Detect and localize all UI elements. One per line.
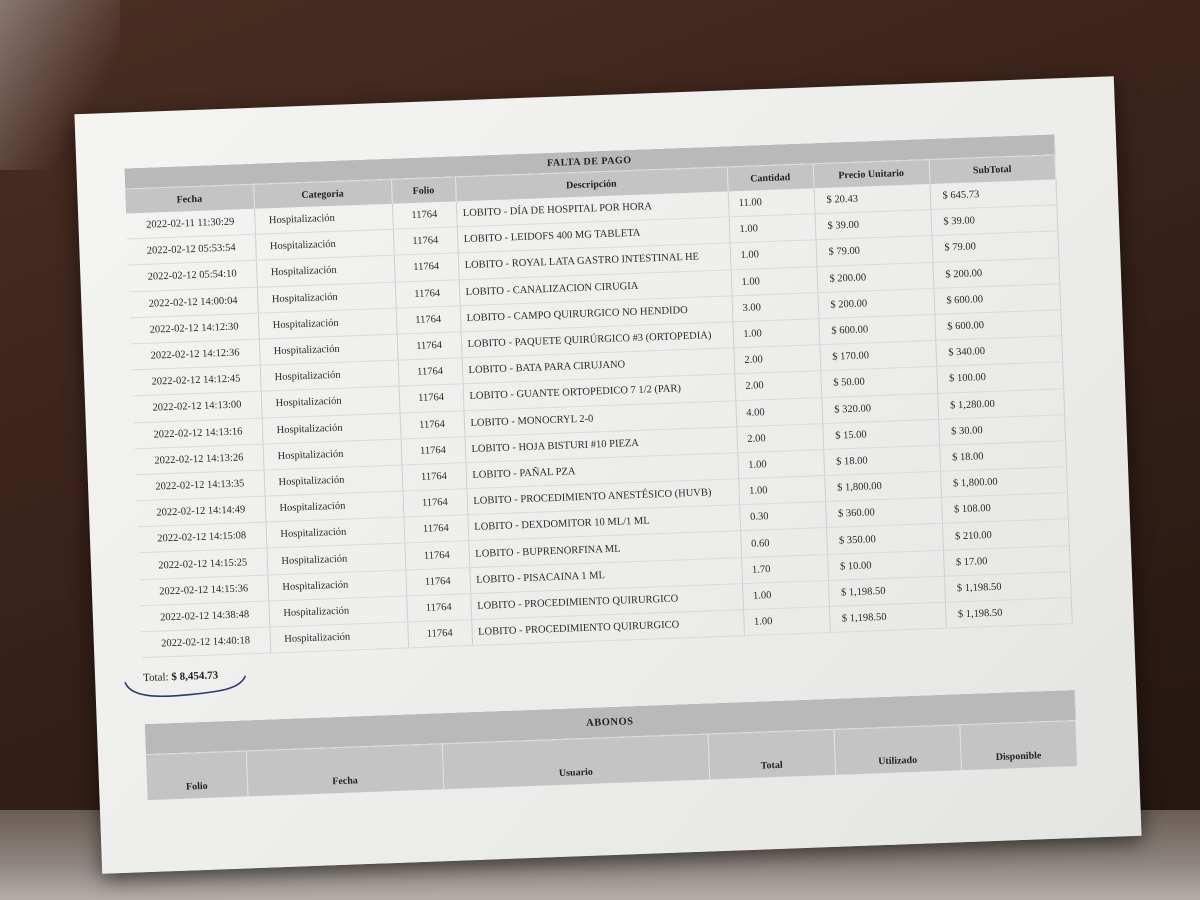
cell-descripcion: LOBITO - LEIDOFS 400 MG TABLETA	[457, 217, 730, 253]
cell-categoria: Hospitalización	[267, 570, 406, 601]
cell-folio: 11764	[394, 253, 459, 282]
total-value: $ 8,454.73	[171, 669, 219, 684]
abonos-column-header: Utilizado	[833, 725, 961, 775]
cell-descripcion: LOBITO - PROCEDIMIENTO ANESTÉSICO (HUVB)	[466, 479, 739, 515]
abonos-column-header: Disponible	[959, 721, 1077, 771]
cell-categoria: Hospitalización	[266, 517, 405, 548]
cell-precio-unitario: $ 200.00	[816, 262, 933, 292]
cell-cantidad: 1.00	[729, 214, 816, 243]
cell-subtotal: $ 17.00	[943, 545, 1070, 576]
cell-folio: 11764	[402, 489, 467, 518]
total-label: Total:	[142, 671, 169, 685]
cell-subtotal: $ 200.00	[932, 257, 1059, 288]
cell-cantidad: 1.00	[732, 319, 819, 348]
cell-cantidad: 2.00	[734, 371, 821, 400]
cell-precio-unitario: $ 600.00	[818, 314, 935, 344]
cell-categoria: Hospitalización	[256, 256, 395, 287]
cell-precio-unitario: $ 79.00	[816, 236, 933, 266]
cell-cantidad: 2.00	[733, 345, 820, 374]
cell-cantidad: 4.00	[735, 397, 822, 426]
falta-de-pago-section	[124, 134, 1073, 694]
cell-folio: 11764	[404, 541, 469, 570]
cell-categoria: Hospitalización	[264, 465, 403, 496]
cell-fecha: 2022-02-12 14:38:48	[140, 601, 269, 632]
cell-precio-unitario: $ 1,800.00	[824, 471, 941, 501]
cell-folio: 11764	[400, 410, 465, 439]
cell-descripcion: LOBITO - BUPRENORFINA ML	[468, 531, 741, 567]
cell-categoria: Hospitalización	[268, 596, 407, 627]
column-header: Cantidad	[727, 164, 814, 192]
cell-folio: 11764	[403, 515, 468, 544]
cell-subtotal: $ 108.00	[941, 493, 1068, 524]
cell-cantidad: 1.70	[741, 554, 828, 583]
cell-cantidad: 0.30	[739, 502, 826, 531]
cell-descripcion: LOBITO - ROYAL LATA GASTRO INTESTINAL HE	[458, 243, 731, 279]
cell-precio-unitario: $ 1,198.50	[828, 576, 945, 606]
falta-de-pago-table	[124, 134, 1072, 658]
cell-descripcion: LOBITO - PISACAINA 1 ML	[469, 557, 742, 593]
cell-fecha: 2022-02-12 14:13:26	[135, 444, 264, 475]
cell-descripcion: LOBITO - BATA PARA CIRUJANO	[462, 348, 735, 384]
cell-cantidad: 1.00	[730, 240, 817, 269]
cell-fecha: 2022-02-12 14:12:45	[132, 365, 261, 396]
cell-fecha: 2022-02-12 14:13:35	[136, 470, 265, 501]
abonos-column-header: Folio	[146, 751, 248, 800]
cell-categoria: Hospitalización	[263, 439, 402, 470]
paper-sheet	[74, 76, 1141, 874]
cell-folio: 11764	[393, 227, 458, 256]
cell-cantidad: 1.00	[738, 476, 825, 505]
cell-descripcion: LOBITO - PROCEDIMIENTO QUIRURGICO	[470, 583, 743, 619]
cell-folio: 11764	[407, 620, 472, 649]
cell-precio-unitario: $ 39.00	[815, 210, 932, 240]
abonos-column-header: Fecha	[246, 744, 444, 797]
cell-cantidad: 1.00	[743, 606, 830, 635]
cell-descripcion: LOBITO - GUANTE ORTOPEDICO 7 1/2 (PAR)	[463, 374, 736, 410]
cell-subtotal: $ 600.00	[934, 310, 1061, 341]
cell-precio-unitario: $ 50.00	[820, 367, 937, 397]
cell-cantidad: 1.00	[731, 266, 818, 295]
cell-subtotal: $ 1,800.00	[940, 467, 1067, 498]
cell-cantidad: 0.60	[740, 528, 827, 557]
column-header: Fecha	[125, 184, 254, 213]
cell-cantidad: 1.00	[737, 449, 824, 478]
cell-descripcion: LOBITO - PAQUETE QUIRÚRGICO #3 (ORTOPEDIA)	[461, 322, 734, 358]
cell-subtotal: $ 340.00	[935, 336, 1062, 367]
table-body	[126, 179, 1072, 657]
cell-descripcion: LOBITO - HOJA BISTURI #10 PIEZA	[464, 426, 737, 462]
pen-underline-mark	[121, 670, 262, 701]
cell-subtotal: $ 18.00	[939, 441, 1066, 472]
cell-precio-unitario: $ 18.00	[823, 445, 940, 475]
cell-subtotal: $ 79.00	[931, 231, 1058, 262]
abonos-column-header: Usuario	[442, 734, 709, 789]
cell-folio: 11764	[392, 201, 457, 229]
cell-cantidad: 3.00	[732, 292, 819, 321]
falta-de-pago-title: FALTA DE PAGO	[124, 134, 1054, 189]
cell-folio: 11764	[396, 306, 461, 335]
cell-categoria: Hospitalización	[257, 282, 396, 313]
cell-fecha: 2022-02-12 05:54:10	[128, 261, 257, 292]
cell-categoria: Hospitalización	[261, 386, 400, 417]
cell-precio-unitario: $ 10.00	[827, 550, 944, 580]
cell-categoria: Hospitalización	[260, 360, 399, 391]
cell-categoria: Hospitalización	[265, 491, 404, 522]
cell-descripcion: LOBITO - CAMPO QUIRURGICO NO HENDIDO	[460, 296, 733, 332]
cell-folio: 11764	[401, 463, 466, 492]
cell-fecha: 2022-02-12 14:12:36	[131, 339, 260, 370]
cell-precio-unitario: $ 350.00	[826, 524, 943, 554]
cell-folio: 11764	[406, 593, 471, 622]
abonos-title: ABONOS	[145, 690, 1076, 755]
cell-fecha: 2022-02-12 14:14:49	[137, 496, 266, 527]
cell-descripcion: LOBITO - PROCEDIMIENTO QUIRURGICO	[471, 610, 744, 646]
cell-fecha: 2022-02-12 14:40:18	[141, 627, 270, 658]
column-header: Precio Unitario	[813, 160, 930, 189]
cell-precio-unitario: $ 1,198.50	[829, 602, 946, 632]
abonos-column-header: Total	[708, 729, 836, 779]
cell-categoria: Hospitalización	[269, 622, 408, 653]
cell-fecha: 2022-02-12 14:13:00	[133, 391, 262, 422]
cell-subtotal: $ 210.00	[942, 519, 1069, 550]
cell-categoria: Hospitalización	[266, 543, 405, 574]
cell-categoria: Hospitalización	[259, 334, 398, 365]
cell-cantidad: 1.00	[742, 580, 829, 609]
column-header: Folio	[391, 177, 456, 204]
cell-descripcion: LOBITO - MONOCRYL 2-0	[464, 400, 737, 436]
cell-precio-unitario: $ 360.00	[825, 498, 942, 528]
cell-precio-unitario: $ 170.00	[819, 341, 936, 371]
abonos-section	[145, 690, 1077, 800]
cell-descripcion: LOBITO - DÍA DE HOSPITAL POR HORA	[456, 191, 729, 227]
column-header: Categoria	[253, 179, 392, 209]
cell-subtotal: $ 1,198.50	[945, 598, 1072, 629]
cell-descripcion: LOBITO - DEXDOMITOR 10 ML/1 ML	[467, 505, 740, 541]
column-header: Descripción	[455, 167, 728, 201]
cell-subtotal: $ 600.00	[933, 284, 1060, 315]
cell-folio: 11764	[405, 567, 470, 596]
cell-folio: 11764	[399, 384, 464, 413]
cell-subtotal: $ 1,280.00	[937, 388, 1064, 419]
cell-categoria: Hospitalización	[254, 204, 393, 235]
cell-categoria: Hospitalización	[258, 308, 397, 339]
cell-fecha: 2022-02-11 11:30:29	[126, 209, 255, 239]
cell-precio-unitario: $ 200.00	[817, 288, 934, 318]
cell-folio: 11764	[395, 279, 460, 308]
abonos-table	[145, 690, 1078, 800]
cell-subtotal: $ 100.00	[936, 362, 1063, 393]
cell-folio: 11764	[398, 358, 463, 387]
cell-subtotal: $ 1,198.50	[944, 571, 1071, 602]
cell-fecha: 2022-02-12 14:15:08	[138, 522, 267, 553]
cell-categoria: Hospitalización	[255, 229, 394, 260]
cell-fecha: 2022-02-12 14:12:30	[130, 313, 259, 344]
cell-fecha: 2022-02-12 05:53:54	[127, 234, 256, 265]
column-header: SubTotal	[929, 155, 1056, 184]
cell-descripcion: LOBITO - PAÑAL PZA	[465, 453, 738, 489]
cell-subtotal: $ 30.00	[938, 414, 1065, 445]
cell-fecha: 2022-02-12 14:13:16	[134, 418, 263, 449]
cell-folio: 11764	[397, 332, 462, 361]
cell-fecha: 2022-02-12 14:00:04	[129, 287, 258, 318]
cell-cantidad: 2.00	[736, 423, 823, 452]
cell-categoria: Hospitalización	[262, 413, 401, 444]
cell-precio-unitario: $ 15.00	[822, 419, 939, 449]
cell-descripcion: LOBITO - CANALIZACION CIRUGIA	[459, 269, 732, 305]
cell-precio-unitario: $ 320.00	[821, 393, 938, 423]
cell-fecha: 2022-02-12 14:15:36	[140, 575, 269, 606]
cell-subtotal: $ 39.00	[930, 205, 1057, 236]
cell-precio-unitario: $ 20.43	[814, 184, 931, 214]
cell-folio: 11764	[401, 436, 466, 465]
cell-fecha: 2022-02-12 14:15:25	[139, 549, 268, 580]
cell-cantidad: 11.00	[728, 188, 815, 217]
cell-subtotal: $ 645.73	[930, 179, 1057, 209]
